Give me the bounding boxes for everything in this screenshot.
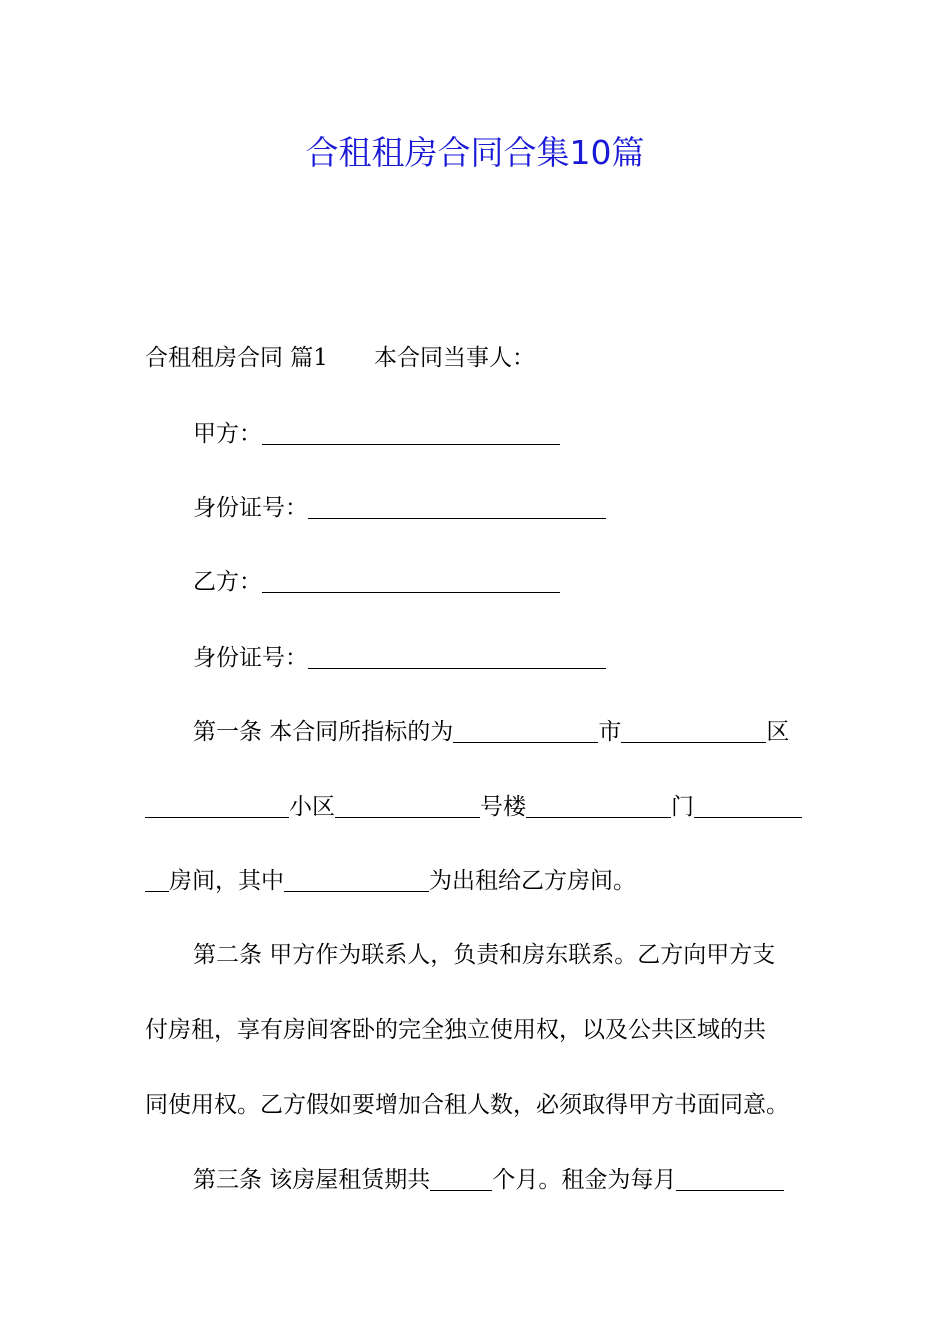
unit-blank xyxy=(526,791,671,818)
section-heading xyxy=(145,340,535,376)
room-blank-end xyxy=(145,865,169,892)
article1-line1 xyxy=(193,714,789,750)
district-blank xyxy=(621,716,766,743)
rent-room-blank xyxy=(284,865,429,892)
party-a-id-blank xyxy=(308,492,606,519)
party-b-label: 乙方： xyxy=(193,569,262,595)
community-blank xyxy=(145,791,289,818)
party-a-id-label: 身份证号： xyxy=(193,495,308,521)
party-a-line xyxy=(193,416,560,452)
article2-line3: 同使用权。乙方假如要增加合租人数，必须取得甲方书面同意。 xyxy=(145,1092,789,1118)
parties-intro: 本合同当事人： xyxy=(373,345,535,371)
room-label: 房间，其中 xyxy=(169,868,284,894)
article1-prefix: 第一条 本合同所指标的为 xyxy=(193,719,454,745)
article1-line3 xyxy=(145,863,636,899)
party-b-line xyxy=(193,564,560,600)
article3-prefix: 第三条 该房屋租赁期共 xyxy=(193,1167,431,1193)
document-title: 合租租房合同合集10篇 xyxy=(305,133,645,172)
rent-to-b-label: 为出租给乙方房间。 xyxy=(429,868,636,894)
party-b-id-line xyxy=(193,640,606,676)
party-b-blank xyxy=(262,566,560,593)
section-label: 合租租房合同 篇1 xyxy=(145,345,328,371)
city-blank xyxy=(453,716,598,743)
months-label: 个月。租金为每月 xyxy=(492,1167,677,1193)
party-a-blank xyxy=(262,418,560,445)
room-blank-start xyxy=(694,791,802,818)
monthly-rent-blank xyxy=(676,1164,784,1191)
party-b-id-label: 身份证号： xyxy=(193,645,308,671)
community-label: 小区 xyxy=(289,794,335,820)
article2-line2: 付房租，享有房间客卧的完全独立使用权，以及公共区域的共 xyxy=(145,1017,766,1043)
city-label: 市 xyxy=(598,719,622,745)
article1-line2 xyxy=(145,789,802,825)
months-blank xyxy=(430,1164,492,1191)
party-b-id-blank xyxy=(308,642,606,669)
article3-line1 xyxy=(193,1162,784,1198)
party-a-label: 甲方： xyxy=(193,421,262,447)
party-a-id-line xyxy=(193,490,606,526)
building-label: 号楼 xyxy=(480,794,526,820)
article2-line1: 第二条 甲方作为联系人，负责和房东联系。乙方向甲方支 xyxy=(193,942,776,968)
district-label: 区 xyxy=(766,719,790,745)
building-blank xyxy=(335,791,480,818)
unit-label: 门 xyxy=(671,794,694,820)
